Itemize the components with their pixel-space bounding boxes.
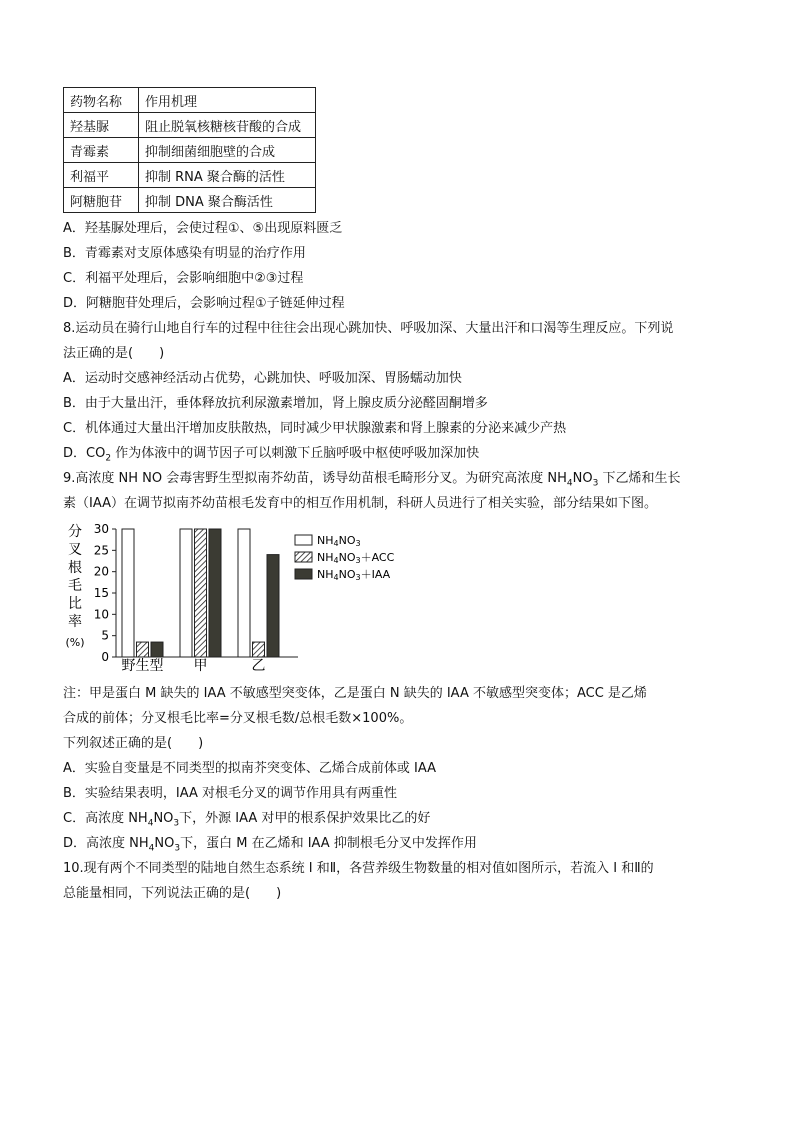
q7-option-d: D．阿糖胞苷处理后，会影响过程①子链延伸过程 bbox=[63, 296, 345, 311]
q9-option-b: B．实验结果表明，IAA 对根毛分叉的调节作用具有两重性 bbox=[63, 786, 398, 801]
table-row bbox=[64, 188, 316, 213]
table-cell: 阻止脱氧核糖核苷酸的合成 bbox=[139, 113, 316, 138]
y-tick-label: 25 bbox=[93, 543, 109, 558]
table-header-cell: 药物名称 bbox=[64, 88, 139, 113]
q9-option-c: C．高浓度 $NH_4NO_3$下，外源 IAA 对甲的根系保护效果比乙的好 bbox=[63, 811, 431, 829]
q8-option-d: D．$CO_2$ 作为体液中的调节因子可以刺激下丘脑呼吸中枢使呼吸加深加快 bbox=[63, 446, 480, 464]
table-cell: 青霉素 bbox=[64, 138, 139, 163]
q8-option-b: B．由于大量出汗，垂体释放抗利尿激素增加，肾上腺皮质分泌醛固酮增多 bbox=[63, 396, 488, 411]
y-tick-label: 10 bbox=[93, 607, 109, 622]
table-header-row bbox=[64, 88, 316, 113]
y-tick-label: 30 bbox=[93, 522, 109, 536]
q7-option-b: B．青霉素对支原体感染有明显的治疗作用 bbox=[63, 246, 306, 261]
q9-note-line1: 注：甲是蛋白 M 缺失的 IAA 不敏感型突变体，乙是蛋白 N 缺失的 IAA 不敏感型突变体；ACC 是乙烯 bbox=[63, 686, 647, 701]
legend-swatch bbox=[295, 552, 312, 562]
q9-option-d: D．高浓度 $NH_4NO_3$下，蛋白 M 在乙烯和 IAA 抑制根毛分叉中发挥作用 bbox=[63, 836, 477, 854]
y-tick-label: 20 bbox=[93, 564, 109, 579]
bar-white bbox=[180, 529, 192, 657]
y-axis-label-char: 根 bbox=[68, 560, 82, 576]
y-tick-label: 0 bbox=[101, 650, 109, 664]
x-category-label: 甲 bbox=[193, 658, 208, 672]
table-header-cell: 作用机理 bbox=[139, 88, 316, 113]
y-axis-label bbox=[65, 524, 84, 649]
q8-option-c: C．机体通过大量出汗增加皮肤散热，同时减少甲状腺激素和肾上腺素的分泌来减少产热 bbox=[63, 421, 567, 436]
y-tick-label: 5 bbox=[101, 628, 109, 643]
y-axis-label-char: 毛 bbox=[68, 578, 82, 594]
q9-stem-line1: 9.高浓度 NH NO 会毒害野生型拟南芥幼苗，诱导幼苗根毛畸形分叉。为研究高浓度 $NH_4NO_3$ 下乙烯和生长 bbox=[63, 471, 681, 489]
q10-stem-line2: 总能量相同，下列说法正确的是( ) bbox=[63, 886, 282, 901]
table-row bbox=[64, 138, 316, 163]
bar-chart bbox=[63, 522, 483, 672]
y-tick-label: 15 bbox=[93, 586, 109, 600]
table-cell: 抑制细菌细胞壁的合成 bbox=[139, 138, 316, 163]
legend-label: NH4NO3 bbox=[317, 534, 361, 548]
table-cell: 阿糖胞苷 bbox=[64, 188, 139, 213]
legend-label: NH4NO3＋IAA bbox=[317, 568, 391, 582]
table-cell: 抑制 DNA 聚合酶活性 bbox=[139, 188, 316, 213]
bar-dark bbox=[151, 642, 163, 657]
q8-stem-line1: 8.运动员在骑行山地自行车的过程中往往会出现心跳加快、呼吸加深、大量出汗和口渴等生理反应。下列说 bbox=[63, 321, 674, 336]
table-cell: 抑制 RNA 聚合酶的活性 bbox=[139, 163, 316, 188]
table-cell: 羟基脲 bbox=[64, 113, 139, 138]
q9-stem-line2: 素（IAA）在调节拟南芥幼苗根毛发育中的相互作用机制，科研人员进行了相关实验，部分结果如下图。 bbox=[63, 496, 657, 511]
q8-stem-line2: 法正确的是( ) bbox=[63, 346, 165, 361]
y-axis-label-char: 叉 bbox=[68, 542, 82, 558]
q7-option-a: A．羟基脲处理后，会使过程①、⑤出现原料匮乏 bbox=[63, 221, 343, 236]
y-axis-label-char: 率 bbox=[68, 614, 82, 630]
bar-dark bbox=[267, 555, 279, 657]
q8-option-a: A．运动时交感神经活动占优势，心跳加快、呼吸加深、胃肠蠕动加快 bbox=[63, 371, 462, 386]
bar-dark bbox=[209, 529, 221, 657]
drug-table bbox=[63, 87, 316, 213]
q9-option-a: A．实验自变量是不同类型的拟南芥突变体、乙烯合成前体或 IAA bbox=[63, 761, 437, 776]
y-axis-unit: (%) bbox=[65, 636, 85, 649]
q7-option-c: C．利福平处理后，会影响细胞中②③过程 bbox=[63, 271, 304, 286]
bar-hatched bbox=[195, 529, 207, 657]
legend-label: NH4NO3＋ACC bbox=[317, 551, 395, 565]
table-cell: 利福平 bbox=[64, 163, 139, 188]
x-category-label: 野生型 bbox=[121, 658, 164, 672]
q9-ask: 下列叙述正确的是( ) bbox=[63, 736, 204, 751]
legend-swatch bbox=[295, 535, 312, 545]
q9-note-line2: 合成的前体；分叉根毛比率=分叉根毛数/总根毛数×100%。 bbox=[63, 711, 413, 726]
table-row bbox=[64, 113, 316, 138]
bar-hatched bbox=[253, 642, 265, 657]
bar-white bbox=[122, 529, 134, 657]
y-axis-label-char: 分 bbox=[68, 524, 82, 540]
bar-hatched bbox=[137, 642, 149, 657]
legend-swatch bbox=[295, 569, 312, 579]
y-axis-label-char: 比 bbox=[68, 596, 82, 612]
q10-stem-line1: 10.现有两个不同类型的陆地自然生态系统 Ⅰ 和Ⅱ，各营养级生物数量的相对值如图所示，若流入 Ⅰ 和Ⅱ的 bbox=[63, 861, 654, 876]
x-category-label: 乙 bbox=[251, 658, 266, 672]
bar-white bbox=[238, 529, 250, 657]
table-row bbox=[64, 163, 316, 188]
